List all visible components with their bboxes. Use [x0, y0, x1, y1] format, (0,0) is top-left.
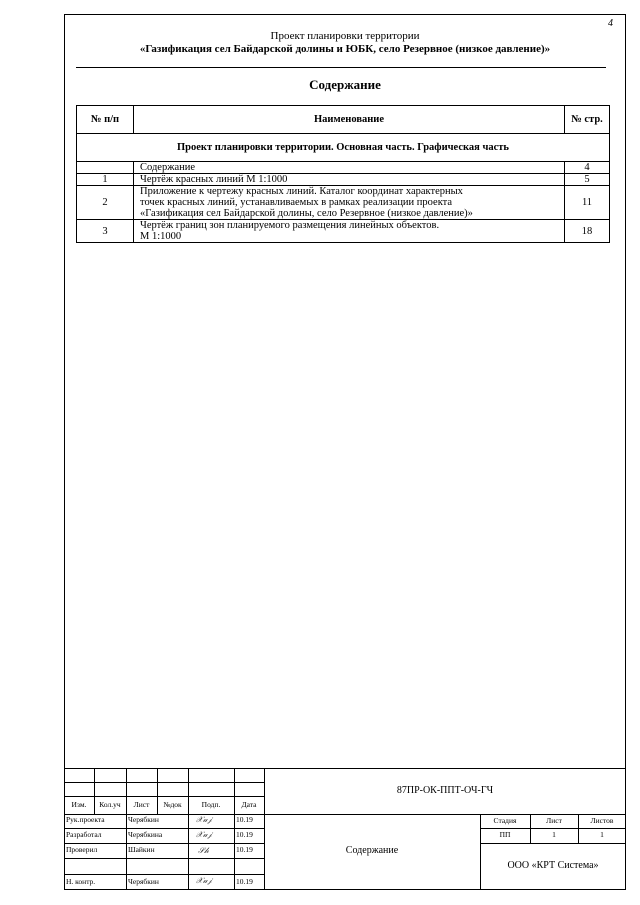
stamp-date: 10.19 — [236, 845, 253, 854]
stamp-name: Черябкин — [128, 815, 159, 824]
stamp-label-docnum: №док — [163, 800, 182, 809]
sheet-title: Содержание — [345, 846, 399, 856]
contents-table — [76, 105, 610, 243]
sheets-value: 1 — [600, 830, 604, 839]
row-title — [134, 186, 565, 220]
col-header-page: № стр. — [565, 106, 610, 134]
stamp-label-count: Кол.уч — [99, 800, 121, 809]
stamp-date: 10.19 — [236, 815, 253, 824]
stamp-name: Черябкина — [128, 830, 163, 839]
table-row — [77, 162, 610, 174]
stamp-date: 10.19 — [236, 877, 253, 886]
stamp-name: Шайкин — [128, 845, 155, 854]
document-header — [64, 30, 626, 56]
row-title-line: Чертёж границ зон планируемого размещения линейных объектов. — [140, 220, 440, 231]
signature-icon: 𝒳𝓊𝒿 — [196, 815, 212, 824]
row-title — [134, 220, 565, 243]
header-line-2: «Газификация сел Байдарской долины и ЮБК, село Резервное (низкое давление)» — [139, 43, 551, 55]
stamp-role: Разработал — [66, 830, 102, 839]
signature-icon: 𝒳𝓊𝒿 — [196, 876, 212, 885]
row-title-line: точек красных линий, устанавливаемых в рамках реализации проекта — [140, 197, 453, 208]
col-header-number: № п/п — [77, 106, 134, 134]
table-row — [77, 174, 610, 186]
row-number: 3 — [77, 220, 134, 243]
row-title — [134, 174, 565, 186]
sheet-value: 1 — [552, 830, 556, 839]
row-page: 11 — [565, 186, 610, 220]
header-line-1: Проект планировки территории — [270, 30, 420, 42]
page-number: 4 — [608, 18, 613, 29]
stamp-label-date: Дата — [241, 800, 257, 809]
row-title-line: Содержание — [140, 162, 196, 173]
row-title-line: «Газификация сел Байдарской долины, село Резервное (низкое давление)» — [140, 208, 473, 219]
section-heading: Проект планировки территории. Основная часть. Графическая часть — [77, 134, 610, 162]
sheet-label: Лист — [546, 816, 562, 825]
stamp-role: Н. контр. — [66, 877, 96, 886]
row-page: 5 — [565, 174, 610, 186]
row-page: 4 — [565, 162, 610, 174]
row-number — [77, 162, 134, 174]
row-title-line: Чертёж красных линий М 1:1000 — [140, 174, 288, 185]
document-code: 87ПР-ОК-ППТ-ОЧ-ГЧ — [396, 786, 494, 796]
table-row — [77, 186, 610, 220]
sheets-label: Листов — [590, 816, 614, 825]
stamp-role: Рук.проекта — [66, 815, 105, 824]
header-divider — [76, 67, 606, 68]
row-title-line: М 1:1000 — [140, 231, 182, 242]
stamp-label-change: Изм. — [71, 800, 87, 809]
row-number: 1 — [77, 174, 134, 186]
row-page: 18 — [565, 220, 610, 243]
table-row — [77, 220, 610, 243]
contents-title: Содержание — [309, 77, 381, 92]
row-number: 2 — [77, 186, 134, 220]
signature-icon: 𝒮𝒽 — [198, 846, 209, 855]
stamp-role: Проверил — [66, 845, 98, 854]
row-title — [134, 162, 565, 174]
stamp-label-sheet: Лист — [133, 800, 150, 809]
stamp-label-signature: Подп. — [201, 800, 221, 809]
col-header-name: Наименование — [134, 106, 565, 134]
stage-label: Стадия — [493, 816, 517, 825]
organization-name: ООО «КРТ Система» — [507, 861, 599, 871]
signature-icon: 𝒳𝓊𝒿 — [196, 830, 212, 839]
stamp-name: Черябкин — [128, 877, 159, 886]
row-title-line: Приложение к чертежу красных линий. Каталог координат характерных — [140, 186, 463, 197]
stage-value: ПП — [499, 830, 511, 839]
table-header-row — [77, 106, 610, 134]
section-row — [77, 134, 610, 162]
stamp-date: 10.19 — [236, 830, 253, 839]
title-block — [64, 768, 626, 890]
